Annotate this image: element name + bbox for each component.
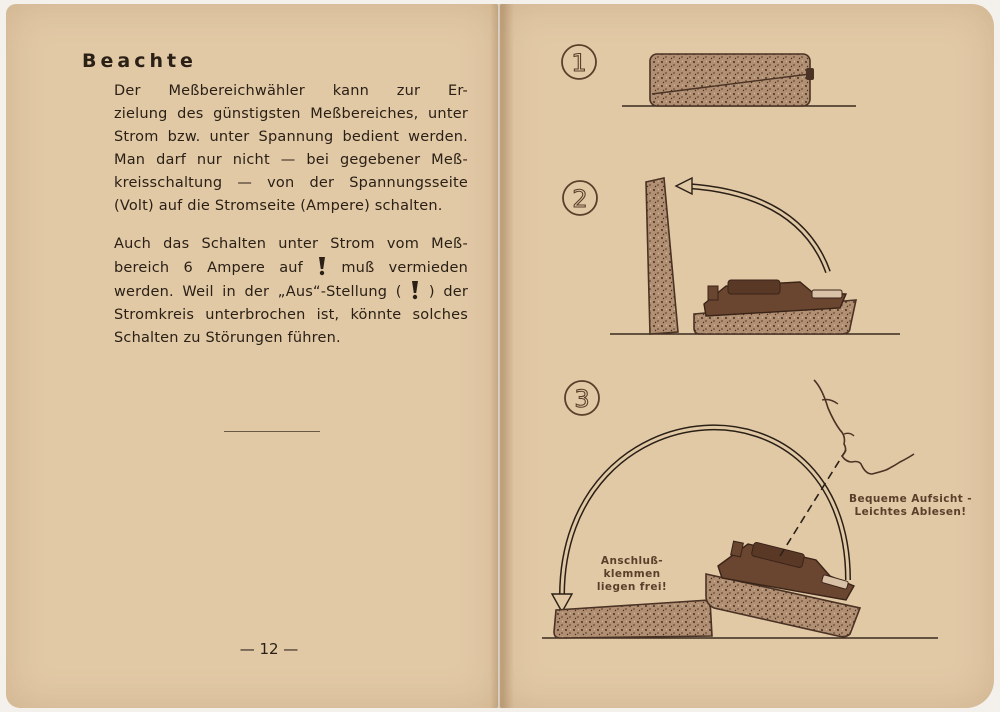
- label-terminals-line: Anschluß-: [600, 555, 664, 567]
- paragraph-2: [114, 233, 468, 350]
- text-fragment: werden. Weil in der „Aus“-Stellung (: [114, 284, 402, 300]
- label-terminals-line: klemmen: [603, 568, 661, 580]
- exclamation-symbol-icon: [317, 256, 327, 276]
- step-1-group: [562, 45, 856, 106]
- paragraph-2-line: [114, 280, 468, 304]
- text-fragment: bereich 6 Ampere auf: [114, 260, 303, 276]
- paragraph-2-line: Stromkreis unterbrochen ist, könnte solches: [114, 307, 468, 323]
- closed-case: [650, 54, 810, 106]
- text-fragment: ) der: [428, 284, 469, 300]
- paragraph-1: [114, 80, 468, 218]
- label-view-line: Bequeme Aufsicht -: [849, 493, 972, 505]
- exclamation-symbol-icon: [410, 280, 420, 300]
- paragraph-2-line: Schalten zu Störungen führen.: [114, 330, 341, 346]
- meter-case-illustration: [500, 4, 994, 708]
- step-2-group: [563, 178, 900, 334]
- label-view: [848, 493, 973, 519]
- paragraph-2-line: Auch das Schalten unter Strom vom Meß-: [114, 236, 468, 252]
- label-terminals-line: liegen frei!: [596, 581, 668, 593]
- arrow-head-icon: [676, 178, 692, 194]
- paragraph-2-line: [114, 256, 468, 280]
- text-fragment: muß vermieden: [341, 260, 468, 276]
- viewer-face: [814, 380, 914, 474]
- opened-lid: [646, 178, 678, 334]
- step-1-number: 1: [571, 49, 587, 77]
- paragraph-1-line: Strom bzw. unter Spannung bedient werden.: [114, 129, 468, 145]
- step-2-number: 2: [572, 185, 588, 213]
- label-terminals: [592, 555, 672, 594]
- page-heading: Beachte: [82, 50, 197, 72]
- page-number: — 12 —: [239, 640, 299, 658]
- sight-line: [780, 450, 846, 556]
- lid-flat: [554, 600, 712, 638]
- paragraph-1-line: kreisschaltung — von der Spannungsseite: [114, 175, 468, 191]
- paragraph-1-line: Der Meßbereichwähler kann zur Er-: [114, 83, 468, 99]
- paragraph-1-line: (Volt) auf die Stromseite (Ampere) schalten.: [114, 198, 443, 214]
- paragraph-1-line: zielung des günstigsten Meßbereiches, unter: [114, 106, 468, 122]
- step-3-number: 3: [574, 385, 590, 413]
- divider-line: [224, 431, 320, 432]
- paragraph-1-line: Man darf nur nicht — bei gegebener Meß-: [114, 152, 468, 168]
- label-view-line: Leichtes Ablesen!: [854, 506, 967, 518]
